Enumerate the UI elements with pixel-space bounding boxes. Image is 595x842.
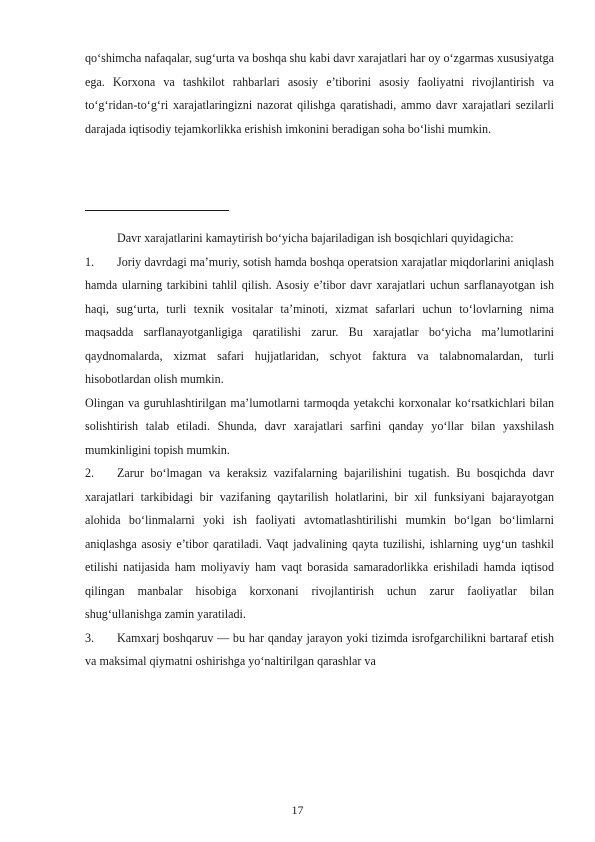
section-intro-paragraph: Davr xarajatlarini kamaytirish bo‘yicha bajariladigan ish bosqichlari quyidagicha:: [117, 231, 514, 245]
section-divider-rule: [85, 210, 229, 211]
top-text-block: [85, 47, 554, 141]
list-item-1-number: 1.: [85, 254, 95, 269]
list-item-1-text: Joriy davrdagi ma’muriy, sotish hamda boshqa operatsion xarajatlar miqdorlarini aniqlash hamda ularning tarkibini tahlil qilish. Asosiy e’tibor davr xarajatlari uchun sarflanayotgan ish haqi, sug‘urta, turli texnik vositalar ta’minoti, xizmat safarlari uchun to‘lovlarning nima maqsadda sarflanayotganligiga qaratilishi zarur. Bu xarajatlar bo‘yicha ma’lumotlarini qaydnomalarda, xizmat safari hujjatlaridan, schyot faktura va talabnomalardan, turli hisobotlardan olish mumkin.: [85, 254, 554, 386]
list-item-3-text: Kamxarj boshqaruv — bu har qanday jarayon yoki tizimda isrofgarchilikni bartaraf etish va maksimal qiymatni oshirishga yo‘naltirilgan qarashlar va: [85, 630, 554, 668]
list-item-3: [85, 627, 554, 674]
list-item-2-number: 2.: [85, 466, 95, 480]
list-item-2-text: Zarur bo‘lmagan va keraksiz vazifalarning bajarilishini tugatish. Bu bosqichda davr xarajatlari tarkibidagi bir vazifaning qaytarilish holatlarini, bir xil funksiyani bajarayotgan alohida bo‘linmalarni yoki ish faoliyati avtomatlashtirilishi mumkin bo‘lgan bo‘limlarni aniqlashga asosiy e’tibor qaratiladi. Vaqt jadvalining qayta tuzilishi, ishlarning uyg‘un tashkil etilishi natijasida ham moliyaviy ham vaqt borasida samaradorlikka erishiladi hamda iqtisod qilingan manbalar hisobiga korxonani rivojlantirish uchun zarur faoliyatlar bilan shug‘ullanishga zamin yaratiladi.: [85, 466, 554, 621]
list-item-1-followup: Olingan va guruhlashtirilgan ma’lumotlarni tarmoqda yetakchi korxonalar ko‘rsatkichlari bilan solishtirish talab etiladi. Shunda, davr xarajatlari sarfini qanday yo‘llar bilan yaxshilash mumkinligini topish mumkin.: [85, 395, 554, 457]
page-number: 17: [291, 803, 304, 817]
main-text-block: [85, 227, 554, 674]
list-item-1: [85, 251, 554, 392]
list-item-2: [85, 462, 554, 627]
list-item-3-number: 3.: [85, 630, 95, 645]
continuation-paragraph: qo‘shimcha nafaqalar, sug‘urta va boshqa shu kabi davr xarajatlari har oy o‘zgarmas xususiyatga ega. Korxona va tashkilot rahbarlari asosiy e’tiborini asosiy faoliyatni rivojlantirish va to‘g‘ridan-to‘g‘ri xarajatlaringizni nazorat qilishga qaratishadi, ammo davr xarajatlari sezilarli darajada iqtisodiy tejamkorlikka erishish imkonini beradigan soha bo‘lishi mumkin.: [85, 51, 554, 136]
